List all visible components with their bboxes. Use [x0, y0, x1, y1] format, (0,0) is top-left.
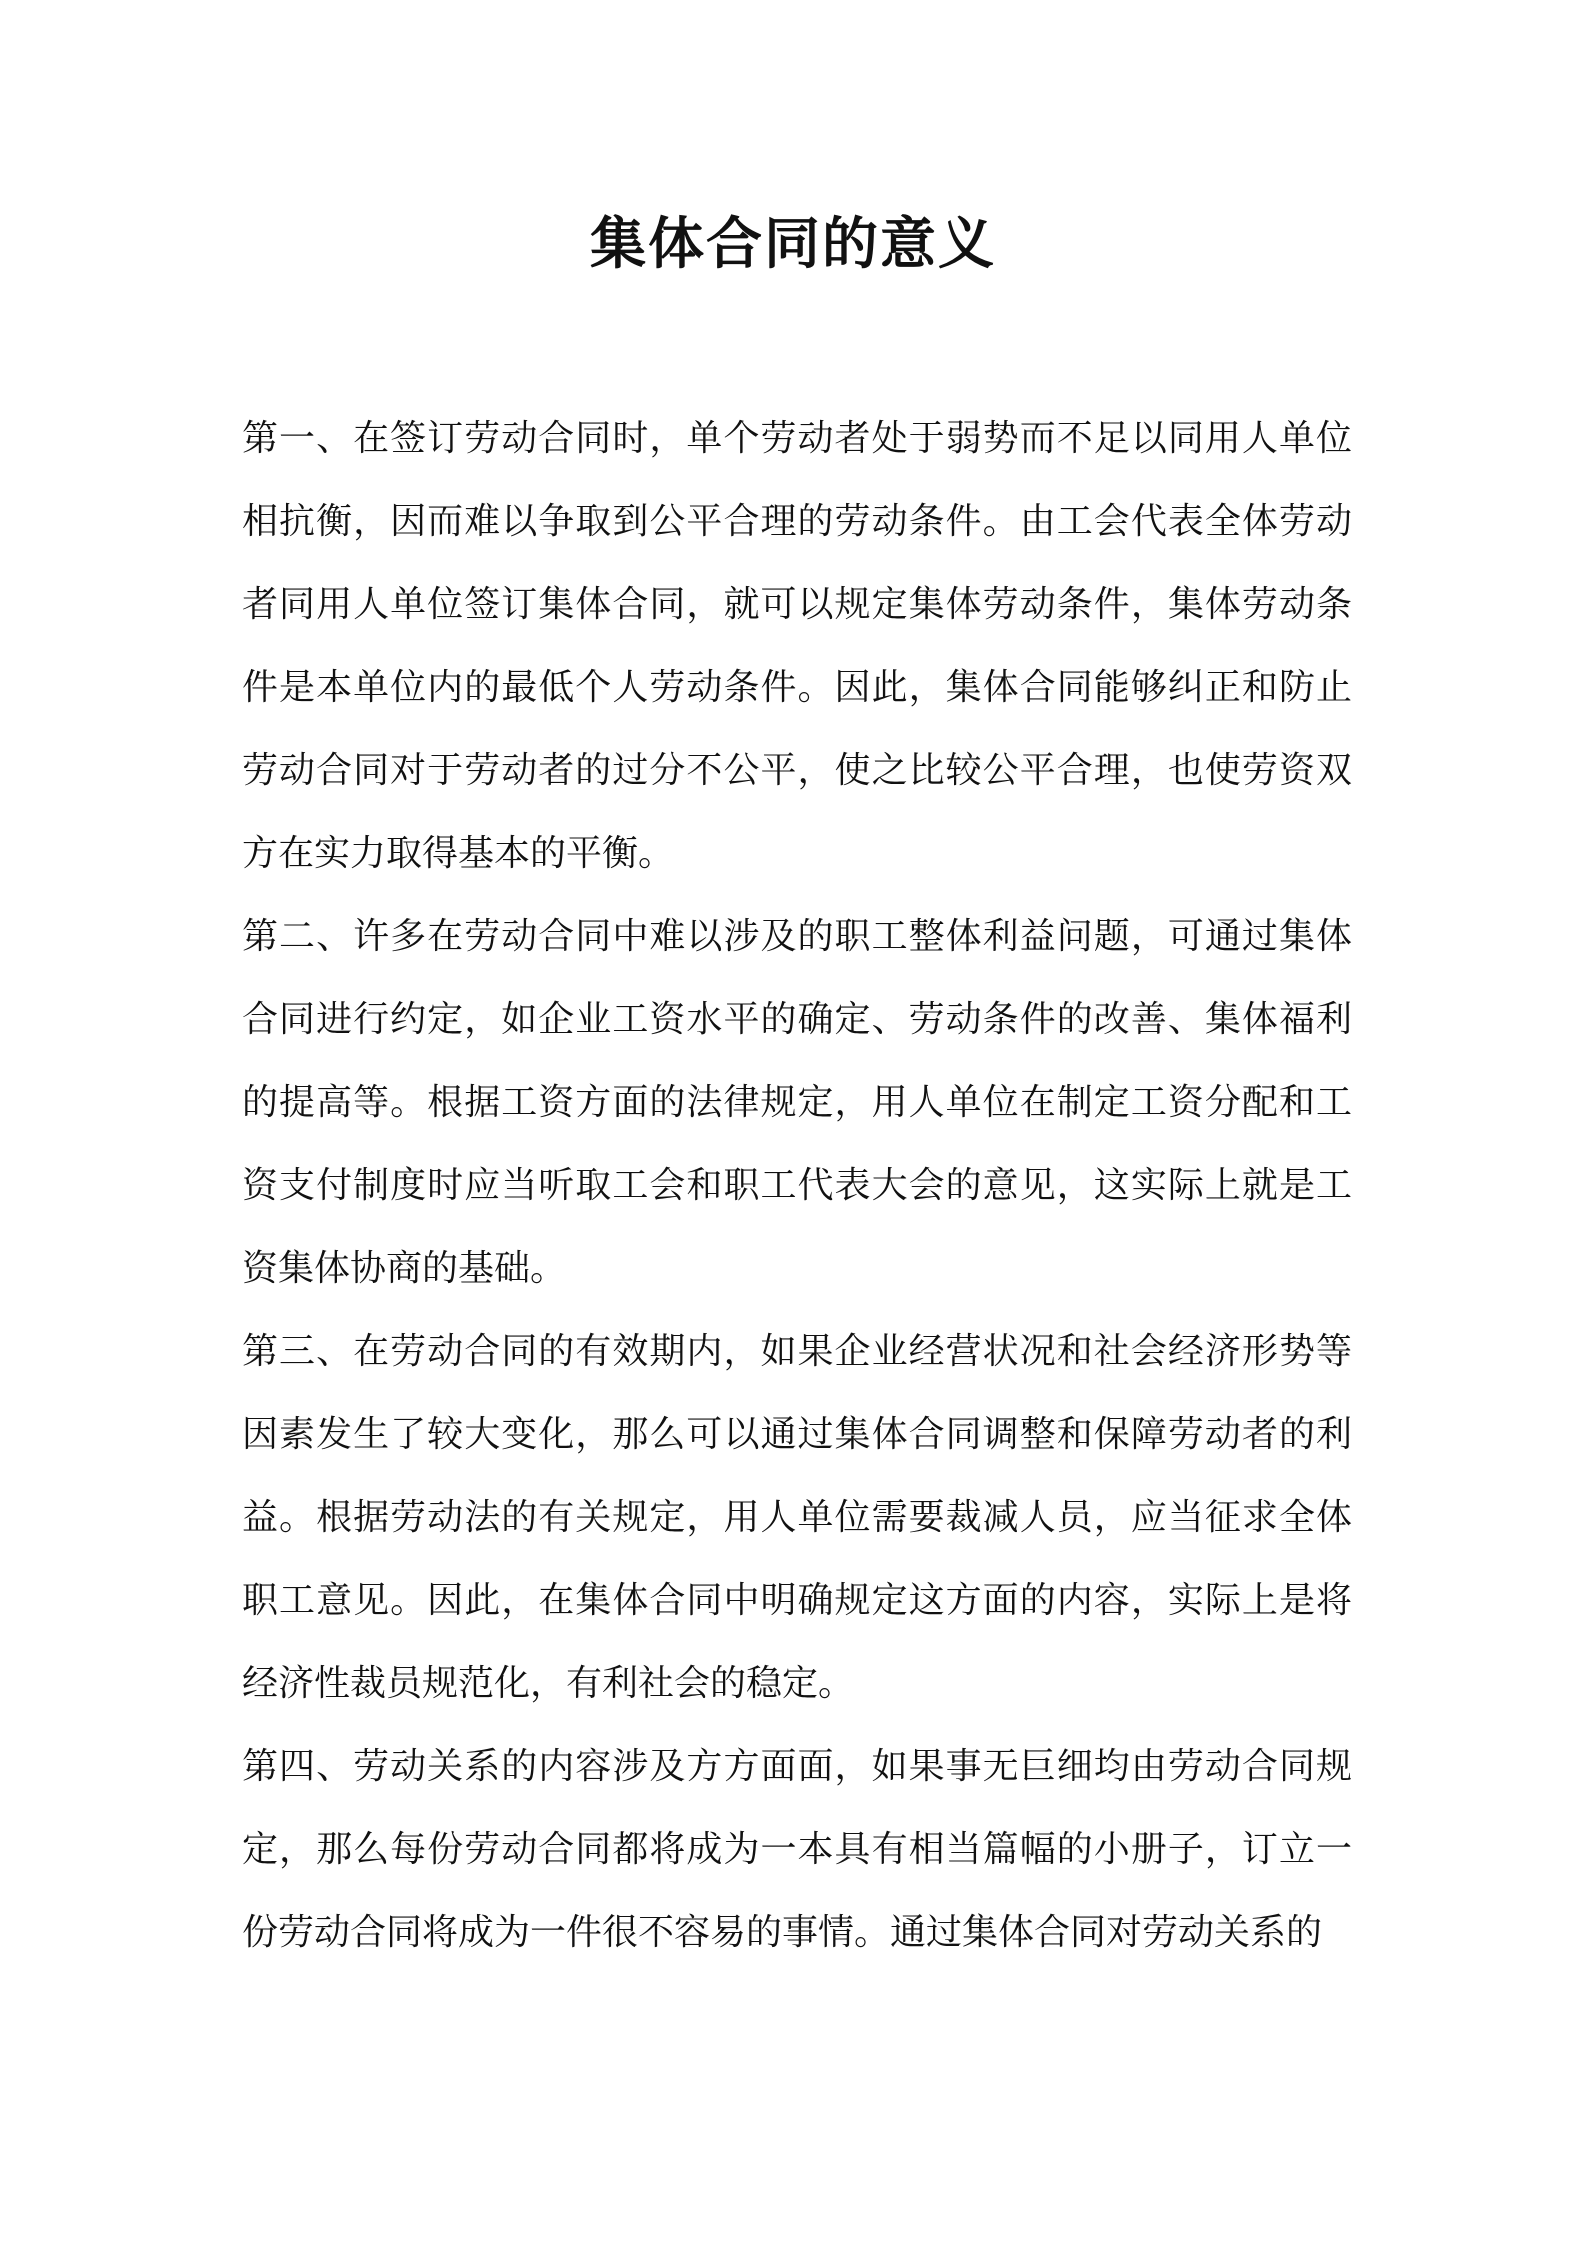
paragraph-4: 第四、劳动关系的内容涉及方方面面，如果事无巨细均由劳动合同规定，那么每份劳动合同都将成为一本具有相当篇幅的小册子，订立一份劳动合同将成为一件很不容易的事情。通过集体合同对劳动关系的 [242, 1746, 1352, 1953]
paragraph-3: 第三、在劳动合同的有效期内，如果企业经营状况和社会经济形势等因素发生了较大变化，那么可以通过集体合同调整和保障劳动者的利益。根据劳动法的有关规定，用人单位需要裁减人员，应当征求全体职工意见。因此，在集体合同中明确规定这方面的内容，实际上是将经济性裁员规范化，有利社会的稳定。 [242, 1331, 1352, 1704]
document-body [242, 397, 1352, 1974]
document-title: 集体合同的意义 [590, 212, 996, 277]
paragraph-1: 第一、在签订劳动合同时，单个劳动者处于弱势而不足以同用人单位相抗衡，因而难以争取到公平合理的劳动条件。由工会代表全体劳动者同用人单位签订集体合同，就可以规定集体劳动条件，集体劳动条件是本单位内的最低个人劳动条件。因此，集体合同能够纠正和防止劳动合同对于劳动者的过分不公平，使之比较公平合理，也使劳资双方在实力取得基本的平衡。 [242, 418, 1352, 874]
paragraph-2: 第二、许多在劳动合同中难以涉及的职工整体利益问题，可通过集体合同进行约定，如企业工资水平的确定、劳动条件的改善、集体福利的提高等。根据工资方面的法律规定，用人单位在制定工资分配和工资支付制度时应当听取工会和职工代表大会的意见，这实际上就是工资集体协商的基础。 [242, 916, 1352, 1289]
